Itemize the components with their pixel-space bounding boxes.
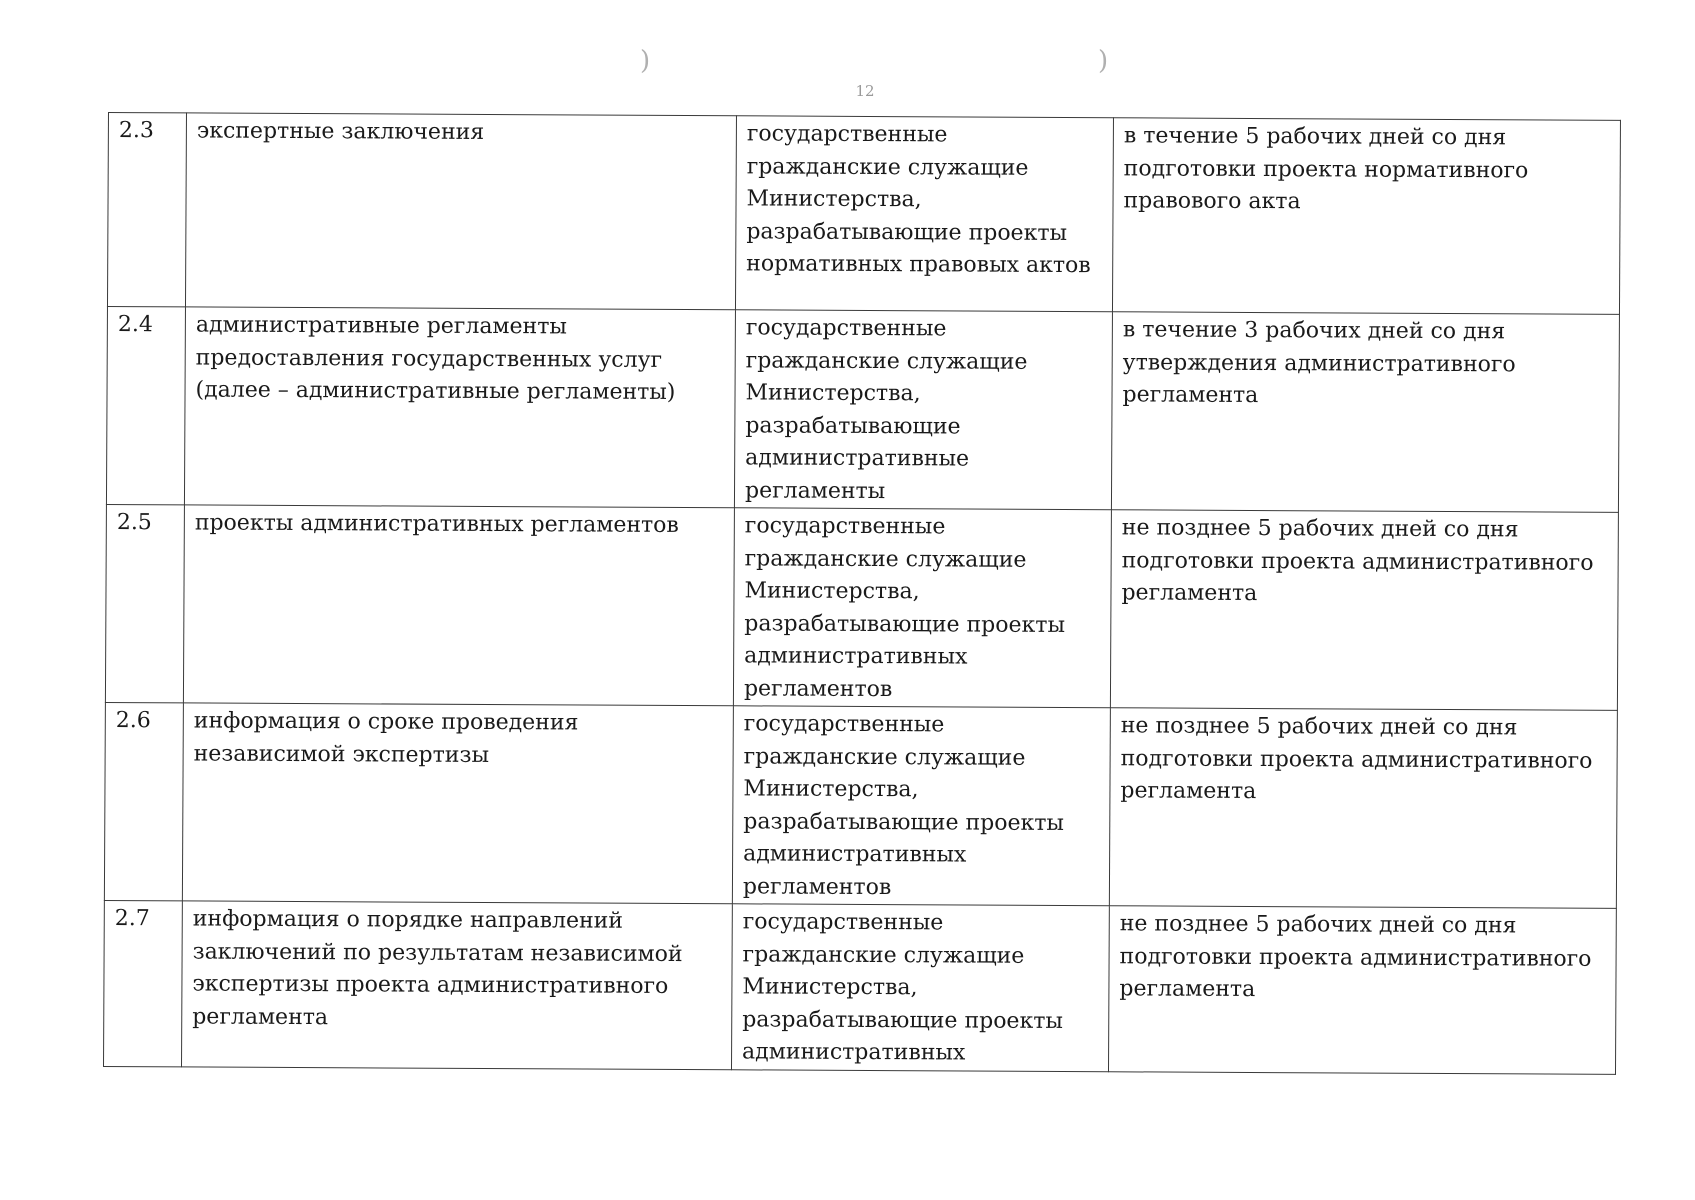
table-row — [104, 900, 1617, 1073]
document-cell: экспертные заключения — [185, 113, 736, 310]
row-number: 2.3 — [107, 113, 186, 307]
responsible-cell: государственные гражданские служащие Министерства, разрабатывающие административные регламенты — [734, 310, 1112, 510]
table-row — [107, 113, 1620, 315]
deadline-cell: в течение 3 рабочих дней со дня утверждения административного регламента — [1111, 312, 1619, 513]
row-number: 2.7 — [104, 900, 183, 1066]
responsible-cell: государственные гражданские служащие Министерства, разрабатывающие проекты административных регламентов — [733, 508, 1111, 708]
scan-mark-right: ) — [1098, 46, 1109, 76]
table-row — [104, 702, 1617, 908]
document-cell: проекты административных регламентов — [183, 505, 734, 706]
table-row — [106, 306, 1619, 512]
responsible-cell: государственные гражданские служащие Министерства, разрабатывающие проекты административных — [731, 904, 1109, 1071]
deadline-cell: не позднее 5 рабочих дней со дня подготовки проекта административного регламента — [1110, 510, 1618, 711]
document-cell: информация о сроке проведения независимой экспертизы — [182, 703, 733, 904]
row-number: 2.5 — [105, 504, 184, 702]
responsible-cell: государственные гражданские служащие Министерства, разрабатывающие проекты административных регламентов — [732, 706, 1110, 906]
deadline-cell: в течение 5 рабочих дней со дня подготовки проекта нормативного правового акта — [1112, 118, 1620, 315]
row-number: 2.6 — [104, 702, 183, 900]
deadline-cell: не позднее 5 рабочих дней со дня подготовки проекта административного регламента — [1109, 708, 1617, 909]
scan-mark-left: ) — [640, 46, 651, 76]
table-container — [103, 112, 1621, 1074]
table-row — [105, 504, 1618, 710]
deadline-cell: не позднее 5 рабочих дней со дня подготовки проекта административного регламента — [1108, 906, 1616, 1074]
row-number: 2.4 — [106, 306, 185, 504]
responsible-cell: государственные гражданские служащие Министерства, разрабатывающие проекты нормативных правовых актов — [735, 116, 1113, 312]
page-number: 12 — [855, 82, 875, 100]
document-cell: информация о порядке направлений заключений по результатам независимой экспертизы проекта административного регламента — [182, 901, 733, 1069]
document-cell: административные регламенты предоставления государственных услуг (далее – административные регламенты) — [184, 307, 735, 508]
regulation-table — [103, 112, 1621, 1074]
